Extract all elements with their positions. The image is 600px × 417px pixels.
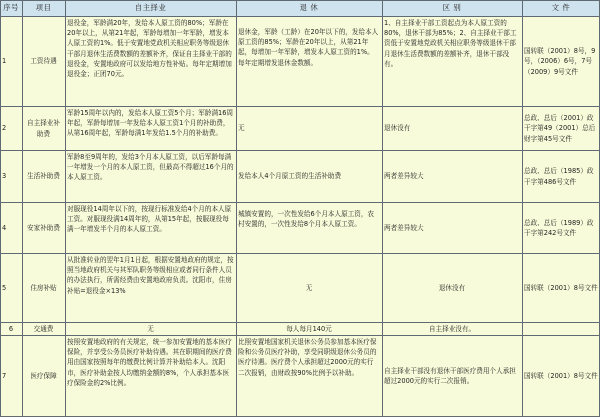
difference-cell: 自主择业干部没有退休干部医疗费用个人承担超过2000元的实行二次报销。 — [384, 366, 516, 385]
retirement-cell: 退休金，军龄（工龄）在20年以下的，发给本人原工资的85%；军龄在20年以上，从第21年起，每增加一年军龄，增发本人原工资的1%。每年定期增发退休金数额。 — [238, 28, 379, 67]
row-item: 工资待遇 — [30, 57, 57, 66]
self-employment-cell: 无 — [147, 324, 154, 333]
row-number: 6 — [8, 324, 14, 333]
difference-cell: 自主择业没有。 — [428, 324, 476, 333]
row-item: 自主择业补助费 — [27, 119, 60, 138]
document-cell: 国转联（2001）8号，9号，（2006）6号，7号（2009）9号文件 — [524, 47, 596, 76]
document-cell: 总政、总后（2001）政干字第49（2001）总后财字第45号文件 — [524, 114, 596, 143]
header-retirement: 退 休 — [299, 2, 319, 12]
self-employment-cell: 军龄8至9周年的，发给3个月本人原工资，以后军龄每满一年增发一个月的本人原工资，但最高不得超过16个月的本人原工资。 — [67, 153, 234, 182]
self-employment-cell: 军龄15周年以内的，发给本人原工资5个月；军龄满16周年起，军龄每增加一年发给本人原工资1个月的补助费，从第16周年起，军龄每满1年发给1.5个月的补助费。 — [67, 109, 234, 138]
header-documents: 文 件 — [551, 2, 571, 12]
row-number: 2 — [2, 124, 7, 133]
row-number: 5 — [2, 283, 7, 292]
difference-cell: 退休没有 — [384, 124, 411, 133]
self-employment-cell: 从批准转业的翌年1月1日起，根据安置地政府的规定，按照当地政府机关与其军队职务等级相应或者同行条件人员的办法执行，所需经费由安置地政府负责。沈阳市，住房补贴=退役金×13% — [67, 256, 234, 295]
retirement-cell: 每人每月140元 — [286, 324, 332, 333]
difference-cell: 两者差异较大 — [384, 223, 424, 232]
retirement-cell: 城镇安置的，一次性发给6个月本人原工资，农村安置的，一次性发给8个月本人原工资。 — [238, 210, 375, 229]
self-employment-cell: 退役金，军龄满20年，发给本人原工资的80%；军龄在20年以上，从第21年起，军龄每增加一年军龄，增发本人原工资的1%。低于安置地党政机关相应职务等级退休干部月退休生活费数额的差额补齐，保证自主择业干部的退役金，安置地政府可以发给地方性补贴。每年定期增加退役金；正团70元。 — [67, 19, 232, 79]
row-item: 医疗保障 — [30, 371, 57, 380]
retirement-cell: 比照安置地国家机关退休公务员参加基本医疗保险和公务员医疗补助，享受同职级退休公务员的医疗待遇。医疗费个人承担超过2000元的实行二次报销，由财政按90%比例予以补助。 — [238, 338, 377, 377]
row-item: 生活补助费 — [27, 172, 60, 181]
row-number: 7 — [2, 371, 7, 380]
self-employment-cell: 按照安置地政府的有关规定，统一参加安置地的基本医疗保险，并享受公务员医疗补助待遇。其在职期间的医疗费用由国家按照每年的缴费比例计算并补助给本人。沈阳市，医疗补助金按人均缴纳金额的8%，个人承担基本医疗保险金的2%比例。 — [67, 338, 232, 387]
document-cell: 总政、总后（1985）政干字第486号文件 — [524, 167, 594, 186]
row-number: 4 — [2, 223, 7, 232]
retirement-cell: 无 — [238, 124, 245, 133]
document-cell: 总政、总后（1989）政干字第242号文件 — [524, 218, 594, 237]
difference-cell: 两者差异较大 — [384, 172, 424, 181]
self-employment-cell: 对服现役14周年以下的，按现行标准发给4个月的本人原工资。对服现役满14周年的，从第15年起，按服现役每满一年增发半个月的本人原工资。 — [67, 205, 232, 234]
difference-cell: 退休没有 — [438, 283, 466, 292]
row-number: 3 — [2, 172, 7, 181]
header-num: 序号 — [3, 2, 19, 12]
row-item: 交通费 — [33, 324, 54, 333]
row-number: 1 — [2, 57, 7, 66]
document-cell — [522, 323, 600, 335]
header-self-employment: 自主择业 — [134, 2, 167, 12]
header-difference: 区 别 — [442, 2, 462, 12]
retirement-cell: 发给本人4个月原工资的生活补助费 — [238, 172, 342, 181]
difference-cell: 1、自主择业干部工资起点为本人原工资的80%，退休干部为85%；2、自主择业干部工资低于安置地党政机关相应职务等级退休干部月退休生活费数额的差额补齐，退休干部没有。 — [384, 19, 517, 68]
document-cell: 国转联（2001）8号文件 — [524, 371, 598, 380]
row-item: 住房补贴 — [30, 283, 57, 292]
row-item: 安家补助费 — [27, 223, 60, 232]
retirement-cell: 无 — [305, 283, 313, 292]
document-cell: 国转联（2001）8号文件 — [524, 283, 598, 292]
header-item: 项目 — [35, 2, 52, 12]
